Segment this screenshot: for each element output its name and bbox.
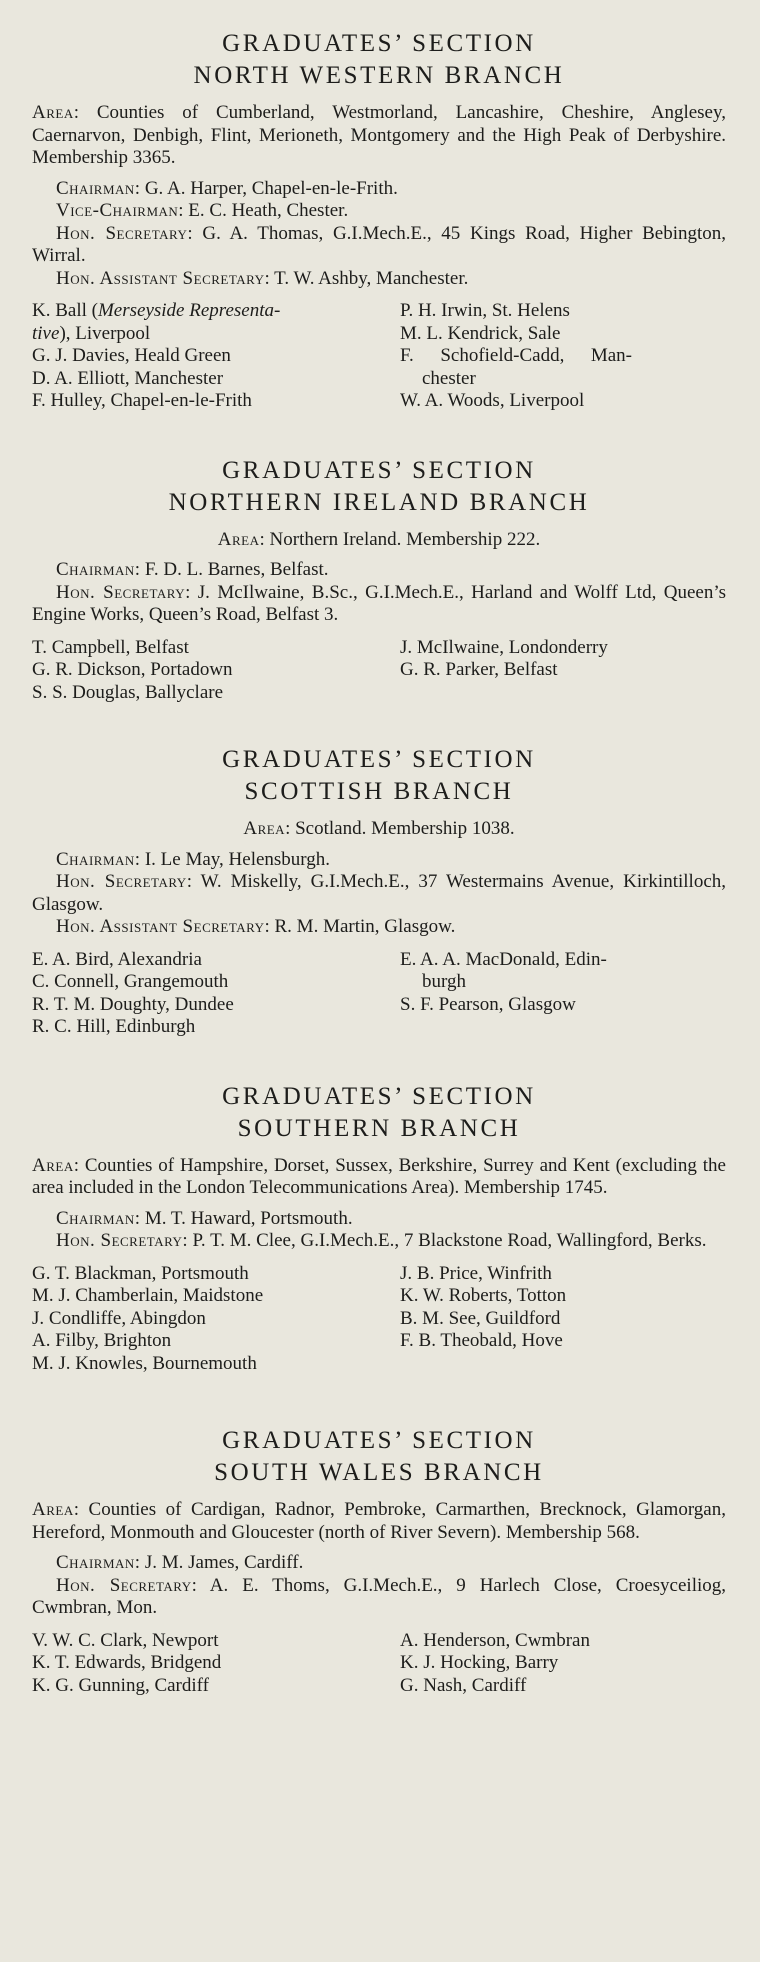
members-column-right — [400, 949, 726, 1039]
member-entry: R. C. Hill, Edinburgh — [32, 1016, 196, 1037]
members-column-left — [32, 1630, 400, 1698]
officer-text: : R. M. Martin, Glasgow. — [264, 916, 456, 937]
heading-line-2: SOUTHERN BRANCH — [237, 1114, 521, 1142]
members-list — [32, 1630, 726, 1698]
officer-hon-secretary — [32, 223, 726, 268]
member-entry: M. L. Kendrick, Sale — [400, 322, 561, 344]
member-entry — [32, 300, 400, 323]
officer-chairman — [32, 178, 726, 201]
member-entry: S. F. Pearson, Glasgow — [400, 993, 576, 1015]
officers-list — [32, 849, 726, 939]
member-note: Merseyside Representa- — [97, 300, 281, 321]
member-entry: J. McIlwaine, Londonderry — [400, 636, 608, 658]
officer-label: Chairman — [56, 1207, 135, 1229]
officer-label: Chairman — [56, 177, 135, 199]
officer-text: : I. Le May, Helensburgh. — [134, 848, 331, 870]
officer-label: Chairman — [56, 848, 135, 870]
officer-text: : A. E. Thoms, G.I.Mech.E., 9 Harlech Close, Croesyceiliog, Cwmbran, Mon. — [32, 1574, 727, 1618]
section-north-western — [32, 28, 726, 413]
member-entry: A. Henderson, Cwmbran — [400, 1629, 590, 1651]
area-paragraph — [32, 102, 726, 170]
officers-list — [32, 178, 726, 291]
heading-line-1: GRADUATES’ SECTION — [222, 30, 536, 57]
heading-line-2: NORTHERN IRELAND BRANCH — [168, 488, 590, 516]
area-paragraph — [32, 1155, 726, 1200]
officer-chairman — [32, 559, 726, 582]
section-southern — [32, 1081, 726, 1376]
officers-list — [32, 559, 726, 627]
member-text: Man- — [590, 345, 632, 366]
member-entry: E. A. Bird, Alexandria — [32, 948, 202, 970]
section-northern-ireland — [32, 455, 726, 705]
member-entry: G. R. Dickson, Portadown — [32, 659, 233, 680]
officers-list — [32, 1208, 726, 1253]
member-entry: W. A. Woods, Liverpool — [400, 390, 585, 411]
member-entry: A. Filby, Brighton — [32, 1330, 172, 1351]
member-entry — [400, 345, 632, 368]
officer-label: Hon. Assistant Secretary — [56, 916, 265, 937]
members-column-right — [400, 637, 726, 705]
area-label: Area — [32, 102, 74, 123]
officer-chairman — [32, 849, 726, 872]
officer-hon-secretary — [32, 1575, 726, 1620]
member-entry: M. J. Chamberlain, Maidstone — [32, 1285, 264, 1306]
officer-text: : J. M. James, Cardiff. — [134, 1552, 304, 1573]
members-column-left — [32, 1263, 400, 1376]
member-entry: burgh — [422, 971, 466, 992]
member-text: F. — [400, 345, 414, 366]
member-entry: F. Hulley, Chapel-en-le-Frith — [32, 390, 252, 411]
officer-label: Hon. Secretary — [56, 1230, 183, 1251]
members-column-right — [400, 1630, 726, 1698]
officer-hon-assistant-secretary — [32, 268, 726, 291]
officer-text: : T. W. Ashby, Manchester. — [264, 267, 469, 289]
section-heading — [32, 1425, 726, 1489]
officer-text: : W. Miskelly, G.I.Mech.E., 37 Westermains Avenue, Kirkintilloch, Glasgow. — [32, 871, 726, 915]
officer-chairman — [32, 1552, 726, 1575]
area-label: Area — [217, 528, 260, 550]
member-entry: S. S. Douglas, Ballyclare — [32, 681, 224, 703]
area-text: : Counties of Hampshire, Dorset, Sussex, Berkshire, Surrey and Kent (excluding the area included in the London Telecommunications Area). Membership 1745. — [32, 1154, 726, 1198]
area-label: Area — [243, 818, 286, 839]
officer-label: Hon. Secretary — [56, 871, 187, 892]
officer-label: Hon. Secretary — [56, 581, 186, 603]
officer-text: : G. A. Thomas, G.I.Mech.E., 45 Kings Road, Higher Bebington, Wirral. — [32, 222, 726, 266]
officer-text: : J. McIlwaine, B.Sc., G.I.Mech.E., Harland and Wolff Ltd, Queen’s Engine Works, Queen’s Road, Belfast 3. — [32, 581, 726, 625]
section-heading — [32, 1081, 726, 1145]
member-entry: K. J. Hocking, Barry — [400, 1652, 559, 1673]
officer-text: : F. D. L. Barnes, Belfast. — [134, 559, 329, 580]
area-paragraph — [32, 1499, 726, 1544]
members-column-left — [32, 949, 400, 1039]
area-label: Area — [32, 1154, 74, 1176]
officer-text: : P. T. M. Clee, G.I.Mech.E., 7 Blackstone Road, Wallingford, Berks. — [182, 1230, 707, 1251]
officer-label: Hon. Assistant Secretary — [56, 267, 265, 289]
section-south-wales — [32, 1425, 726, 1697]
area-text: : Counties of Cardigan, Radnor, Pembroke, Carmarthen, Brecknock, Glamorgan, Hereford, Monmouth and Gloucester (north of River Severn). Membership 568. — [32, 1499, 726, 1543]
member-entry: K. W. Roberts, Totton — [400, 1285, 567, 1306]
member-text: Schofield-Cadd, — [440, 345, 565, 366]
officer-label: Hon. Secretary — [56, 1574, 192, 1596]
member-entry: C. Connell, Grangemouth — [32, 971, 229, 992]
heading-line-2: NORTH WESTERN BRANCH — [193, 62, 565, 89]
members-column-right — [400, 300, 726, 413]
member-entry: F. B. Theobald, Hove — [400, 1330, 563, 1351]
members-list — [32, 1263, 726, 1376]
members-list — [32, 637, 726, 705]
member-entry: D. A. Elliott, Manchester — [32, 367, 224, 389]
section-scottish — [32, 744, 726, 1039]
members-list — [32, 300, 726, 413]
officer-hon-secretary — [32, 871, 726, 916]
member-entry: G. J. Davies, Heald Green — [32, 345, 231, 366]
member-text: ), Liverpool — [59, 322, 151, 344]
officer-label: Vice-Chairman — [56, 200, 179, 221]
heading-line-2: SCOTTISH BRANCH — [244, 778, 514, 805]
members-column-left — [32, 637, 400, 705]
officer-hon-assistant-secretary — [32, 916, 726, 939]
officer-vice-chairman — [32, 200, 726, 223]
officer-hon-secretary — [32, 1230, 726, 1253]
members-column-right — [400, 1263, 726, 1376]
officer-chairman — [32, 1208, 726, 1231]
officer-label: Hon. Secretary — [56, 222, 188, 244]
member-note: tive — [32, 322, 60, 344]
area-label: Area — [32, 1499, 74, 1520]
heading-line-1: GRADUATES’ SECTION — [222, 746, 536, 773]
officer-text: : M. T. Haward, Portsmouth. — [134, 1207, 353, 1229]
member-entry: chester — [422, 367, 476, 389]
member-entry: K. T. Edwards, Bridgend — [32, 1652, 222, 1673]
heading-line-1: GRADUATES’ SECTION — [222, 1082, 536, 1110]
area-paragraph — [32, 818, 726, 841]
member-entry: K. G. Gunning, Cardiff — [32, 1674, 209, 1696]
member-entry: P. H. Irwin, St. Helens — [400, 300, 570, 321]
member-entry: B. M. See, Guildford — [400, 1307, 561, 1329]
officer-text: : G. A. Harper, Chapel-en-le-Frith. — [134, 177, 398, 199]
section-heading — [32, 744, 726, 808]
heading-line-2: SOUTH WALES BRANCH — [214, 1459, 544, 1486]
officers-list — [32, 1552, 726, 1620]
member-entry — [32, 323, 400, 346]
member-entry: J. B. Price, Winfrith — [400, 1262, 552, 1284]
area-paragraph — [32, 529, 726, 552]
section-heading — [32, 28, 726, 92]
heading-line-1: GRADUATES’ SECTION — [222, 456, 536, 484]
officer-label: Chairman — [56, 559, 135, 580]
member-entry: J. Condliffe, Abingdon — [32, 1307, 206, 1329]
member-entry: R. T. M. Doughty, Dundee — [32, 993, 234, 1015]
heading-line-1: GRADUATES’ SECTION — [222, 1427, 536, 1454]
member-entry: G. Nash, Cardiff — [400, 1674, 527, 1696]
area-text: : Northern Ireland. Membership 222. — [259, 528, 541, 550]
members-column-left — [32, 300, 400, 413]
officer-hon-secretary — [32, 582, 726, 627]
members-list — [32, 949, 726, 1039]
officer-text: : E. C. Heath, Chester. — [178, 200, 349, 221]
member-entry: M. J. Knowles, Bournemouth — [32, 1352, 257, 1374]
member-entry: E. A. A. MacDonald, Edin- — [400, 948, 607, 970]
member-entry: V. W. C. Clark, Newport — [32, 1629, 219, 1651]
officer-label: Chairman — [56, 1552, 135, 1573]
area-text: : Scotland. Membership 1038. — [285, 818, 515, 839]
member-entry: G. T. Blackman, Portsmouth — [32, 1262, 249, 1284]
member-text: K. Ball ( — [32, 300, 98, 321]
section-heading — [32, 455, 726, 519]
area-text: : Counties of Cumberland, Westmorland, Lancashire, Cheshire, Anglesey, Caernarvon, Denbigh, Flint, Merioneth, Montgomery and the High Peak of Derbyshire. Membership 3365. — [32, 102, 726, 168]
member-entry: G. R. Parker, Belfast — [400, 659, 558, 680]
member-entry: T. Campbell, Belfast — [32, 636, 189, 658]
